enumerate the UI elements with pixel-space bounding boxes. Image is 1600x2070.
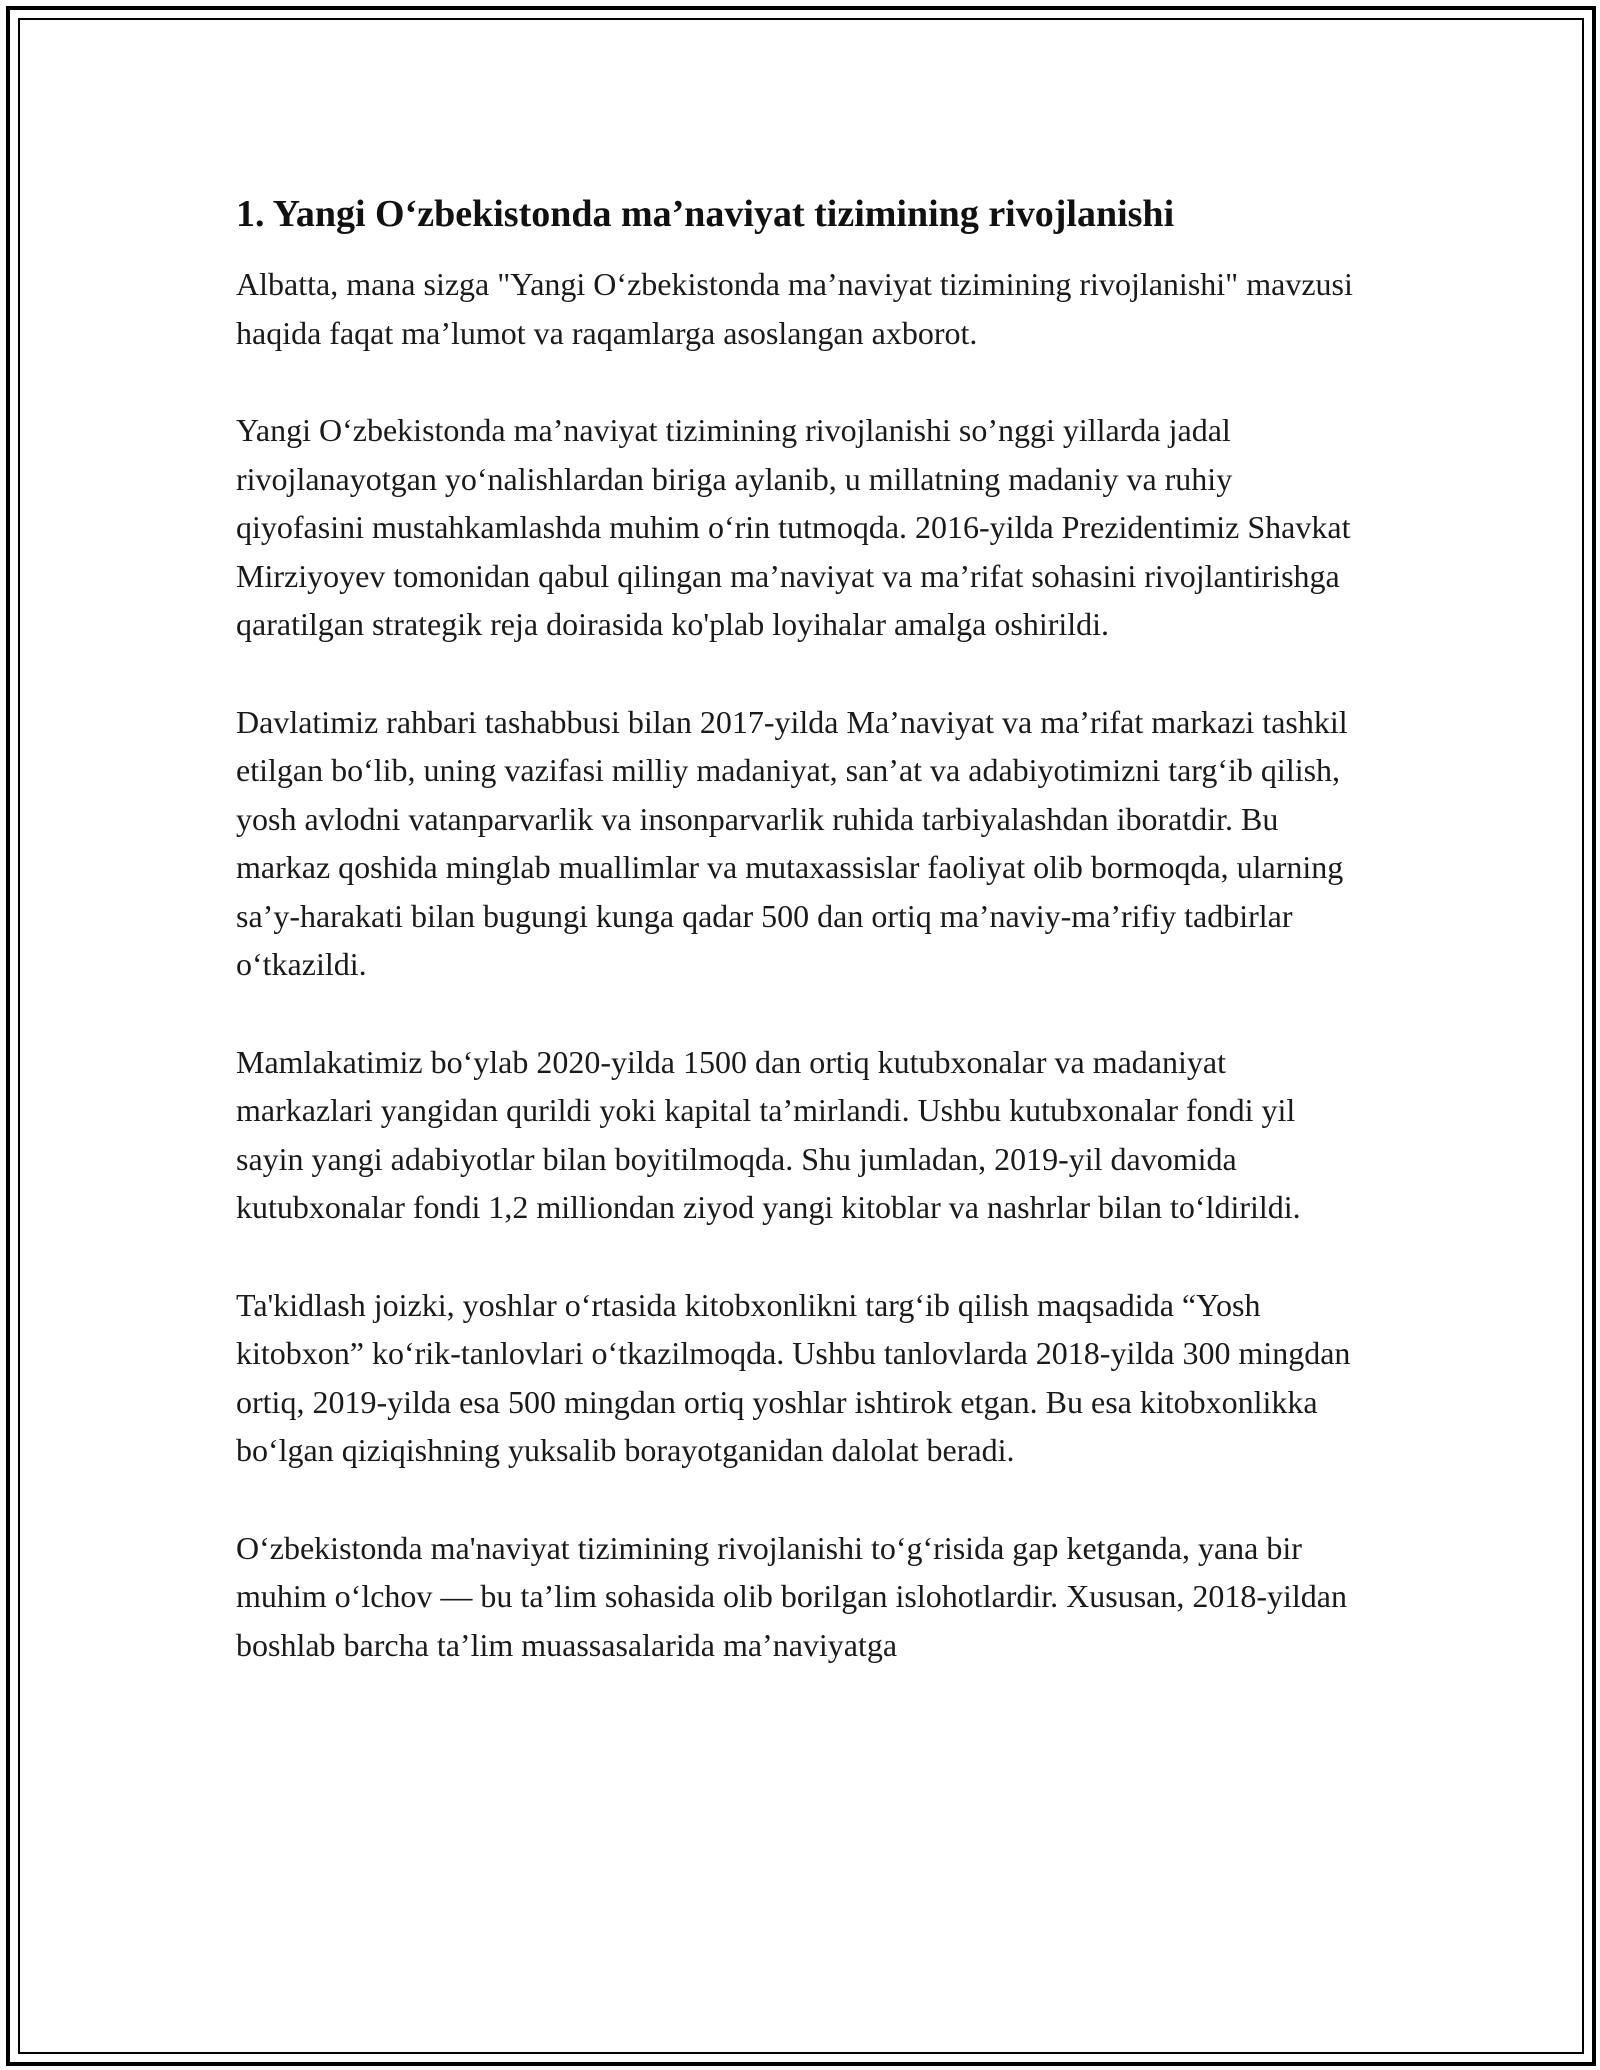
paragraph-overview: Yangi O‘zbekistonda ma’naviyat tizimining rivojlanishi so’nggi yillarda jadal rivojlanayotgan yo‘nalishlardan biriga aylanib, u millatning madaniy va ruhiy qiyofasini mustahkamlashda muhim o‘rin tutmoqda. 2016-yilda Prezidentimiz Shavkat Mirziyoyev tomonidan qabul qilingan ma’naviyat va ma’rifat sohasini rivojlantirishga qaratilgan strategik reja doirasida ko'plab loyihalar amalga oshirildi. (236, 412, 1351, 642)
document-body (236, 190, 1366, 1718)
section-heading: 1. Yangi O‘zbekistonda ma’naviyat tizimining rivojlanishi (236, 193, 1175, 235)
paragraph-center: Davlatimiz rahbari tashabbusi bilan 2017-yilda Ma’naviyat va ma’rifat markazi tashkil etilgan bo‘lib, uning vazifasi milliy madaniyat, san’at va adabiyotimizni targ‘ib qilish, yosh avlodni vatanparvarlik va insonparvarlik ruhida tarbiyalashdan iboratdir. Bu markaz qoshida minglab muallimlar va mutaxassislar faoliyat olib bormoqda, ularning sa’y-harakati bilan bugungi kunga qadar 500 dan ortiq ma’naviy-ma’rifiy tadbirlar o‘tkazildi. (236, 703, 1348, 982)
paragraph-education: O‘zbekistonda ma'naviyat tizimining rivojlanishi to‘g‘risida gap ketganda, yana bir muhim o‘lchov — bu ta’lim sohasida olib borilgan islohotlardir. Xususan, 2018-yildan boshlab barcha ta’lim muassasalarida ma’naviyatga (236, 1529, 1347, 1663)
paragraph-intro: Albatta, mana sizga "Yangi O‘zbekistonda ma’naviyat tizimining rivojlanishi" mavzusi haqida faqat ma’lumot va raqamlarga asoslangan axborot. (236, 266, 1353, 351)
paragraph-youth-reading: Ta'kidlash joizki, yoshlar o‘rtasida kitobxonlikni targ‘ib qilish maqsadida “Yosh kitobxon” ko‘rik-tanlovlari o‘tkazilmoqda. Ushbu tanlovlarda 2018-yilda 300 mingdan ortiq, 2019-yilda esa 500 mingdan ortiq yoshlar ishtirok etgan. Bu esa kitobxonlikka bo‘lgan qiziqishning yuksalib borayotganidan dalolat beradi. (236, 1286, 1351, 1468)
paragraph-libraries: Mamlakatimiz bo‘ylab 2020-yilda 1500 dan ortiq kutubxonalar va madaniyat markazlari yangidan qurildi yoki kapital ta’mirlandi. Ushbu kutubxonalar fondi yil sayin yangi adabiyotlar bilan boyitilmoqda. Shu jumladan, 2019-yil davomida kutubxonalar fondi 1,2 milliondan ziyod yangi kitoblar va nashrlar bilan to‘ldirildi. (236, 1043, 1301, 1225)
